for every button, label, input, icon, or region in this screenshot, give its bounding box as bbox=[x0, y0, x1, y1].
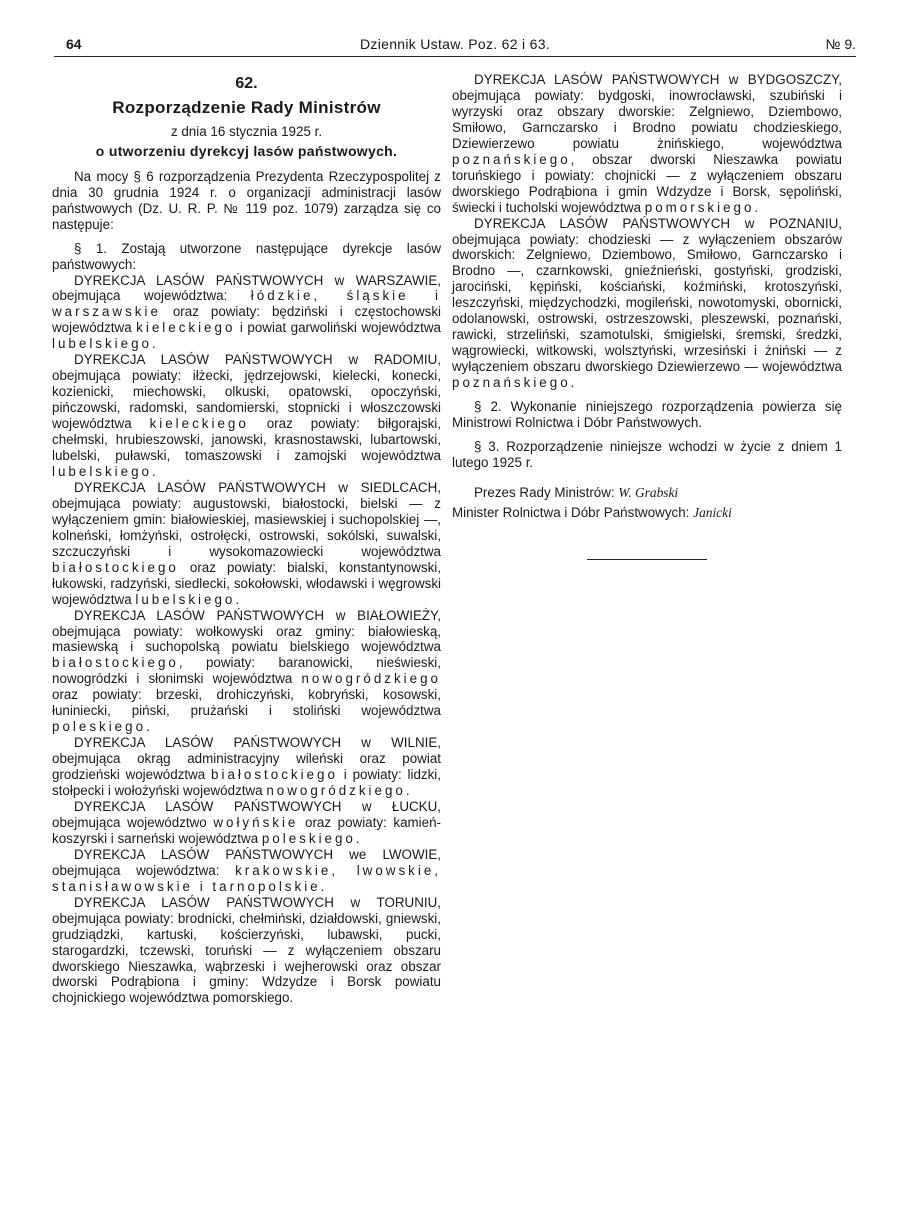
spaced-region-name: lubelskiego bbox=[52, 463, 152, 479]
directorate-text: , obszar dworski Nieszawka powiatu toruńskiego i powiaty: chojnicki — z wyłączeniem obszaru dworskiego Podrąbiona i gmin Wdzydze i Borsk, sępoliński, świecki i tucholski województwa bbox=[452, 151, 842, 215]
act-subject: o utworzeniu dyrekcyj lasów państwowych. bbox=[95, 142, 398, 159]
signature-minister bbox=[452, 505, 842, 521]
directorate-text: . bbox=[152, 336, 156, 352]
directorate-text: DYREKCJA LASÓW PAŃSTWOWYCH w WARSZAWIE, obejmująca województwa: bbox=[52, 272, 441, 304]
directorate-text: . bbox=[405, 783, 410, 799]
spaced-region-name: kieleckiego bbox=[149, 416, 249, 432]
spaced-region-name: krakowskie, lwowskie, stanisławowskie i tarnopolskie bbox=[52, 862, 441, 894]
directorate-paragraph bbox=[52, 895, 441, 1007]
directorates-left bbox=[52, 273, 441, 1007]
spaced-region-name: pomorskiego bbox=[644, 199, 755, 215]
paragraph-2: § 2. Wykonanie niniejszego rozporządzenia powierza się Ministrowi Rolnictwa i Dóbr Państwowych. bbox=[452, 399, 842, 431]
directorate-paragraph bbox=[52, 847, 441, 895]
directorate-text: oraz powiaty: biłgorajski, chełmski, hrubieszowski, janowski, krasnostawski, lubartowski, lubelski, puławski, tomaszowski i zamojski województwa bbox=[52, 416, 442, 464]
signature-label: Minister Rolnictwa i Dóbr Państwowych: bbox=[452, 504, 694, 520]
spaced-region-name: białostockiego bbox=[52, 559, 179, 575]
act-date: z dnia 16 stycznia 1925 r. bbox=[170, 123, 323, 139]
spaced-region-name: lubelskiego bbox=[135, 591, 236, 607]
directorate-text: . bbox=[320, 878, 325, 894]
directorate-text: . bbox=[570, 375, 575, 391]
signature-name: Janicki bbox=[693, 504, 732, 520]
directorate-text: i powiaty: lidzki, stołpecki i wołożyński województwa bbox=[52, 767, 442, 799]
directorate-text: oraz powiaty: bialski, konstantynowski, łukowski, radzyński, siedlecki, sokołowski, włodawski i węgrowski województwa bbox=[52, 559, 441, 607]
directorate-text: DYREKCJA LASÓW PAŃSTWOWYCH we LWOWIE, obejmująca województwa: bbox=[52, 846, 441, 878]
signature-name: W. Grabski bbox=[618, 484, 679, 500]
end-rule bbox=[587, 559, 707, 560]
spaced-region-name: kieleckiego bbox=[136, 320, 236, 336]
directorate-paragraph bbox=[52, 799, 441, 847]
directorate-text: . bbox=[152, 463, 156, 479]
preamble: Na mocy § 6 rozporządzenia Prezydenta Rzeczypospolitej z dnia 30 grudnia 1924 r. o organizacji administracji lasów państwowych (Dz. U. R. P. № 119 poz. 1079) zarządza się co następuje: bbox=[52, 168, 441, 232]
left-column bbox=[52, 72, 441, 1006]
header-rule bbox=[54, 56, 856, 57]
right-column bbox=[452, 72, 842, 560]
directorate-paragraph bbox=[52, 273, 441, 353]
directorate-paragraph bbox=[52, 735, 441, 799]
directorate-text: oraz powiaty: brzeski, drohiczyński, kobryński, kosowski, łuniniecki, piński, prużański i stoliński województwa bbox=[52, 687, 441, 719]
directorate-text: . bbox=[146, 719, 150, 735]
directorate-text: DYREKCJA LASÓW PAŃSTWOWYCH w POZNANIU, obejmująca powiaty: chodzieski — z wyłączeniem obszarów dworskich: Zelgniewo, Dziembowo, Smiłowo, Garnczarsko i Brodno —, czarnkowski, gnieźnieński, gostyński, grodziski, jarociński, kępiński, kościański, koźmiński, krotoszyński, leszczyński, międzychodzki, mogileński, nowotomyski, obornicki, odolanowski, ostrowski, ostrzeszowski, pleszewski, poznański, rawicki, strzeliński, szamotulski, śmigielski, śremski, średzki, wągrowiecki, witkowski, wolsztyński, wrzesiński i żniński — z wyłączeniem obszaru dworskiego Dziewierzewo — województwa bbox=[452, 215, 842, 375]
directorate-text: . bbox=[754, 199, 759, 215]
directorate-text: DYREKCJA LASÓW PAŃSTWOWYCH w SIEDLCACH, obejmująca powiaty: augustowski, białostocki, bielski — z wyłączeniem gmin: białowieskiej, masiewskiej i suchopolskiej —, kolneński, łomżyński, ostrołęcki, ostrowski, sokólski, suwalski, szczuczyński i wysokomazowiecki województwa bbox=[52, 479, 441, 559]
spaced-region-name: poznańskiego bbox=[452, 375, 571, 391]
signature-label: Prezes Rady Ministrów: bbox=[474, 484, 619, 500]
spaced-region-name: nowogródzkiego bbox=[266, 783, 406, 799]
directorate-paragraph bbox=[452, 216, 842, 391]
directorate-text: DYREKCJA LASÓW PAŃSTWOWYCH w TORUNIU, obejmująca powiaty: brodnicki, chełmiński, działdowski, gniewski, grudziądzki, kartuski, kościerzyński, lubawski, pucki, starogardzki, tczewski, toruński — z wyłączeniem obszaru dworskiego Nieszawka, wąbrzeski i wejherowski oraz obszar dworski Podrąbiona i gminy: Wdzydze i Borsk powiatu chojnickiego województwa pomorskiego. bbox=[52, 894, 441, 1006]
directorate-text: DYREKCJA LASÓW PAŃSTWOWYCH w ŁUCKU, obejmująca województwo bbox=[52, 798, 441, 830]
page-header bbox=[54, 36, 856, 58]
page-number: 64 bbox=[66, 36, 82, 52]
act-title: Rozporządzenie Rady Ministrów bbox=[112, 97, 381, 117]
spaced-region-name: poleskiego bbox=[52, 719, 147, 735]
issue-number: № 9. bbox=[825, 36, 856, 52]
spaced-region-name: poleskiego bbox=[261, 830, 356, 846]
directorate-paragraph bbox=[52, 608, 441, 736]
act-number: 62. bbox=[235, 75, 258, 92]
journal-title: Dziennik Ustaw. Poz. 62 i 63. bbox=[359, 36, 550, 52]
directorate-text: oraz powiaty: będziński i częstochowski województwa bbox=[52, 304, 441, 336]
directorate-text: DYREKCJA LASÓW PAŃSTWOWYCH w BYDGOSZCZY, obejmująca powiaty: bydgoski, inowrocławski, szubiński i wyrzyski oraz obszary dworskie: Zelgniewo, Dziembowo, Smiłowo, Garnczarsko i Brodno powiatu chodzieskiego, Dziewierzewo powiatu żnińskiego, województwa bbox=[452, 72, 842, 151]
directorate-paragraph bbox=[52, 480, 441, 608]
directorate-paragraph bbox=[452, 72, 842, 216]
directorate-paragraph bbox=[52, 352, 441, 480]
directorate-text: DYREKCJA LASÓW PAŃSTWOWYCH w WILNIE, obejmująca okrąg administracyjny wileński oraz powiat grodzieński województwa bbox=[52, 735, 441, 783]
directorate-text: oraz powiaty: kamień-koszyrski i sarneński województwa bbox=[52, 814, 441, 846]
spaced-region-name: lubelskiego bbox=[52, 336, 152, 352]
spaced-region-name: białostockiego bbox=[52, 655, 179, 671]
directorate-text: , powiaty: baranowicki, nieświeski, nowogródzki i słonimski województwa bbox=[52, 655, 441, 687]
spaced-region-name: poznańskiego bbox=[452, 151, 571, 167]
directorate-text: DYREKCJA LASÓW PAŃSTWOWYCH w RADOMIU, obejmująca powiaty: iłżecki, jędrzejowski, kielecki, konecki, kozienicki, miechowski, olkuski, opatowski, opoczyński, pińczowski, radomski, sandomierski, stopnicki i włoszczowski województwa bbox=[52, 352, 441, 432]
spaced-region-name: białostockiego bbox=[211, 767, 338, 783]
spaced-region-name: łódzkie, śląskie i warszawskie bbox=[52, 288, 441, 320]
signature-prime-minister bbox=[452, 485, 842, 501]
spaced-region-name: wołyńskie bbox=[213, 814, 299, 830]
directorate-text: i powiat garwoliński województwa bbox=[235, 320, 442, 336]
directorate-text: . bbox=[355, 830, 360, 846]
directorate-text: . bbox=[235, 591, 240, 607]
paragraph-3: § 3. Rozporządzenie niniejsze wchodzi w życie z dniem 1 lutego 1925 r. bbox=[452, 438, 842, 470]
directorate-text: DYREKCJA LASÓW PAŃSTWOWYCH w BIAŁOWIEŻY, obejmująca powiaty: wołkowyski oraz gminy: białowieską, masiewską i suchopolską powiatu bielskiego województwa bbox=[52, 607, 441, 655]
paragraph-1: § 1. Zostają utworzone następujące dyrekcje lasów państwowych: bbox=[52, 240, 441, 272]
directorates-right bbox=[452, 72, 842, 391]
spaced-region-name: nowogródzkiego bbox=[301, 671, 441, 687]
